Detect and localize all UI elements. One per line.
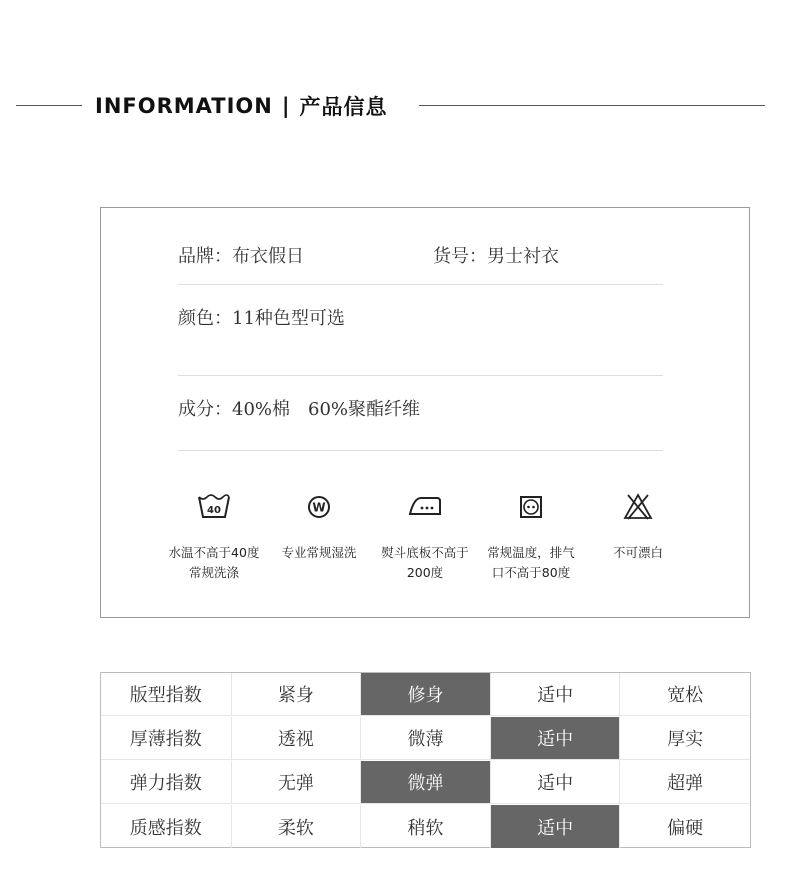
brand-row	[178, 242, 304, 268]
index-option-selected: 适中	[491, 805, 621, 848]
divider	[178, 450, 663, 451]
index-row-fit	[101, 673, 750, 717]
title-separator: |	[281, 94, 291, 118]
divider	[178, 284, 663, 285]
index-label: 弹力指数	[101, 761, 232, 804]
index-option: 紧身	[232, 673, 362, 716]
title-line-right	[419, 105, 765, 106]
index-label: 厚薄指数	[101, 717, 232, 760]
care-label: 熨斗底板不高于 200度	[381, 545, 469, 580]
care-label: 专业常规湿洗	[281, 545, 357, 560]
color-label: 颜色：	[178, 308, 232, 329]
professional-wet-clean-icon	[265, 493, 373, 521]
info-box	[100, 207, 750, 618]
index-option: 偏硬	[667, 817, 704, 839]
item-value: 男士衬衣	[487, 246, 559, 267]
no-bleach-icon	[584, 493, 692, 521]
wash-temp-number: 40	[207, 505, 221, 516]
care-label: 水温不高于40度 常规洗涤	[168, 545, 260, 580]
color-value: 11种色型可选	[232, 308, 345, 329]
index-option-selected: 微弹	[361, 761, 491, 804]
index-option: 无弹	[232, 761, 362, 804]
index-table	[100, 672, 751, 848]
index-row-elasticity	[101, 761, 750, 805]
index-label: 版型指数	[101, 673, 232, 716]
index-option-selected: 适中	[491, 717, 621, 760]
wash-40-icon	[160, 493, 268, 521]
item-row	[433, 242, 559, 268]
material-row	[178, 395, 420, 421]
index-row-thickness	[101, 717, 750, 761]
title-cn: 产品信息	[299, 95, 388, 119]
brand-value: 布衣假日	[232, 246, 304, 267]
item-label: 货号：	[433, 246, 487, 267]
material-value: 40%棉 60%聚酯纤维	[232, 399, 421, 420]
index-option: 适中	[491, 761, 621, 804]
material-label: 成分：	[178, 399, 232, 420]
index-label: 质感指数	[101, 805, 232, 848]
iron-200-icon	[371, 493, 479, 519]
brand-label: 品牌：	[178, 246, 232, 267]
care-label: 常规温度，排气 口不高于80度	[487, 545, 575, 580]
index-option: 柔软	[232, 805, 362, 848]
index-option: 稍软	[361, 805, 491, 848]
title-line-left	[16, 105, 82, 106]
index-option: 透视	[232, 717, 362, 760]
index-option: 适中	[491, 673, 621, 716]
care-label: 不可漂白	[612, 545, 663, 560]
index-row-texture	[101, 805, 750, 849]
section-title	[95, 90, 388, 122]
index-option: 宽松	[620, 673, 750, 716]
index-option: 厚实	[620, 717, 750, 760]
index-option: 微薄	[361, 717, 491, 760]
tumble-dry-icon	[477, 493, 585, 521]
divider	[178, 375, 663, 376]
index-option-selected: 修身	[361, 673, 491, 716]
title-en: INFORMATION	[95, 94, 273, 118]
wet-clean-letter: W	[312, 500, 326, 515]
color-row	[178, 304, 345, 330]
index-option: 超弹	[620, 761, 750, 804]
